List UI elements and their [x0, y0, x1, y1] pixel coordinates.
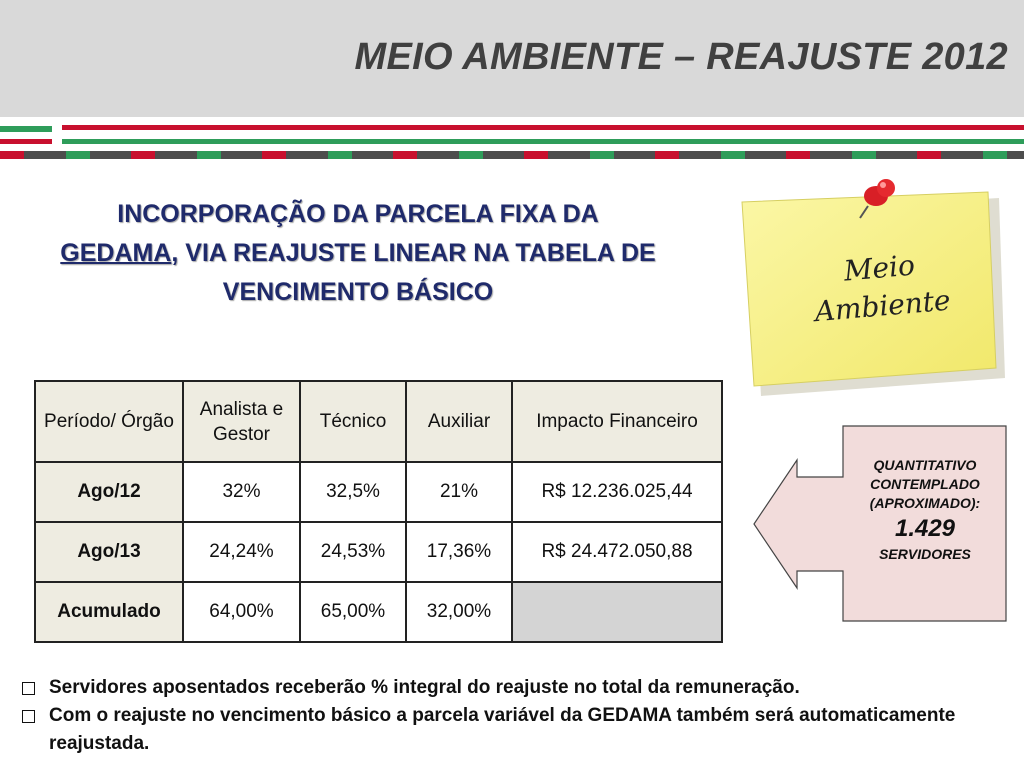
callout-line-1: QUANTITATIVO — [873, 457, 977, 473]
empty-cell — [512, 582, 722, 642]
column-header-analista: Analista e Gestor — [183, 381, 300, 462]
subtitle-line-2 — [18, 234, 698, 273]
table-header-row — [35, 381, 722, 462]
list-item — [18, 702, 1008, 758]
column-header-tecnico: Técnico — [300, 381, 406, 462]
row-label: Ago/13 — [35, 522, 183, 582]
table-cell: 32,00% — [406, 582, 512, 642]
sticky-note — [730, 178, 1020, 398]
table-cell: 21% — [406, 462, 512, 522]
callout-line-4: SERVIDORES — [879, 546, 971, 562]
table-cell: 32% — [183, 462, 300, 522]
header-band — [0, 0, 1024, 117]
table-row — [35, 582, 722, 642]
sticky-note-line-1: Meio — [842, 248, 917, 288]
column-header-periodo: Período/ Órgão — [35, 381, 183, 462]
subtitle-line-2-rest: , VIA REAJUSTE LINEAR NA TABELA DE — [171, 239, 656, 267]
bullet-text: Servidores aposentados receberão % integral do reajuste no total da remuneração. — [49, 677, 800, 698]
sticky-note-line-2: Ambiente — [813, 283, 952, 329]
table-row — [35, 522, 722, 582]
callout-line-2: CONTEMPLADO — [870, 476, 980, 492]
callout-text — [844, 456, 1006, 564]
page-title: MEIO AMBIENTE – REAJUSTE 2012 — [354, 36, 1008, 78]
column-header-auxiliar: Auxiliar — [406, 381, 512, 462]
bullet-list — [18, 674, 1008, 758]
bullet-text: Com o reajuste no vencimento básico a parcela variável da GEDAMA também será automaticamente reajustada. — [49, 705, 956, 754]
table-cell: R$ 24.472.050,88 — [512, 522, 722, 582]
table-cell: 65,00% — [300, 582, 406, 642]
row-label: Acumulado — [35, 582, 183, 642]
sticky-note-text — [721, 166, 1024, 410]
table-cell: 24,24% — [183, 522, 300, 582]
slide-subtitle — [18, 195, 698, 312]
table-row — [35, 462, 722, 522]
table-cell: R$ 12.236.025,44 — [512, 462, 722, 522]
checkbox-bullet-icon — [22, 682, 35, 695]
table-cell: 17,36% — [406, 522, 512, 582]
subtitle-line-3: VENCIMENTO BÁSICO — [222, 278, 494, 306]
list-item — [18, 674, 1008, 702]
subtitle-line-1: INCORPORAÇÃO DA PARCELA FIXA DA — [117, 200, 599, 228]
column-header-impacto: Impacto Financeiro — [512, 381, 722, 462]
table-cell: 32,5% — [300, 462, 406, 522]
subtitle-underlined-term: GEDAMA — [60, 239, 172, 267]
salary-adjustment-table — [34, 380, 723, 643]
table-cell: 64,00% — [183, 582, 300, 642]
checkbox-bullet-icon — [22, 710, 35, 723]
table-cell: 24,53% — [300, 522, 406, 582]
row-label: Ago/12 — [35, 462, 183, 522]
callout-number: 1.429 — [894, 515, 956, 542]
decorative-stripes — [0, 117, 1024, 162]
callout-line-3: (APROXIMADO): — [869, 495, 981, 511]
